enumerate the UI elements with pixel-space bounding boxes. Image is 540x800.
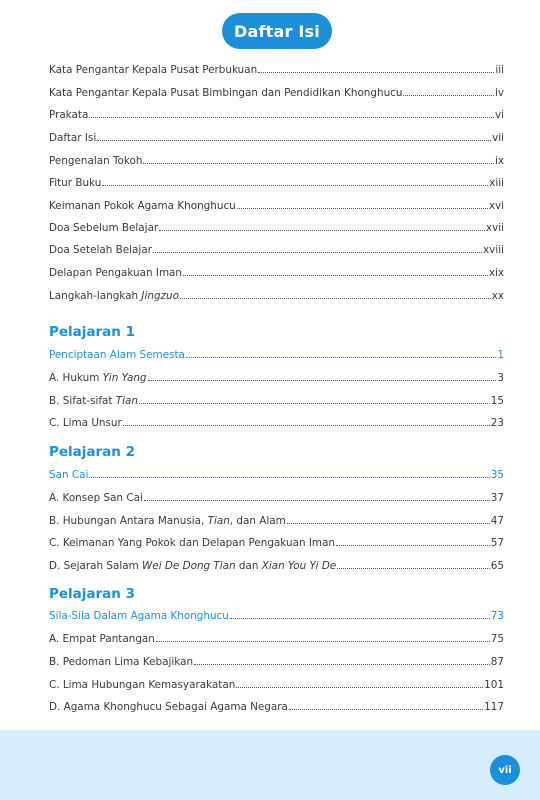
leader-dots — [139, 392, 490, 404]
leader-dots — [153, 241, 482, 253]
leader-dots — [237, 197, 488, 209]
toc-entry[interactable] — [49, 676, 504, 694]
toc-entry-page: vii — [492, 132, 504, 144]
leader-dots — [89, 466, 489, 478]
toc-entry[interactable] — [49, 369, 504, 387]
toc-entry-title: Penciptaan Alam Semesta — [49, 349, 185, 361]
toc-chapter-entry[interactable] — [49, 466, 504, 484]
toc-entry-title: Kata Pengantar Kepala Pusat Bimbingan dan Pendidikan Khonghucu — [49, 87, 403, 99]
toc-entry-page: ix — [494, 155, 504, 167]
leader-dots — [289, 698, 483, 710]
lesson-heading: Pelajaran 1 — [49, 324, 135, 340]
toc-entry-page: 57 — [490, 537, 504, 549]
toc-entry-title: A. Empat Pantangan — [49, 633, 155, 645]
toc-entry-page: 47 — [490, 515, 504, 527]
toc-entry-page: xvi — [488, 200, 504, 212]
toc-entry-title: San Cai — [49, 469, 89, 481]
toc-entry[interactable] — [49, 219, 504, 237]
toc-entry-page: xvii — [485, 222, 504, 234]
toc-entry-page: 1 — [497, 349, 504, 361]
leader-dots — [337, 557, 490, 569]
toc-chapter-entry[interactable] — [49, 346, 504, 364]
toc-entry[interactable] — [49, 414, 504, 432]
toc-entry-title: C. Lima Hubungan Kemasyarakatan — [49, 679, 236, 691]
toc-entry-page: xx — [491, 290, 504, 302]
toc-entry-title: Doa Setelah Belajar — [49, 244, 152, 256]
toc-entry-page: xviii — [483, 244, 504, 256]
leader-dots — [156, 630, 490, 642]
toc-entry[interactable] — [49, 392, 504, 410]
page-title: Daftar Isi — [222, 13, 332, 49]
toc-entry[interactable] — [49, 152, 504, 170]
toc-entry-page: 37 — [490, 492, 504, 504]
leader-dots — [336, 534, 490, 546]
toc-entry[interactable] — [49, 653, 504, 671]
toc-entry-page: 35 — [490, 469, 504, 481]
toc-entry-page: xix — [488, 267, 504, 279]
toc-entry-page: 101 — [484, 679, 504, 691]
leader-dots — [148, 369, 497, 381]
toc-entry[interactable] — [49, 698, 504, 716]
leader-dots — [236, 676, 483, 688]
leader-dots — [230, 607, 490, 619]
toc-entry-title: Delapan Pengakuan Iman — [49, 267, 183, 279]
toc-entry-title: Daftar Isi — [49, 132, 97, 144]
toc-entry-title: B. Pedoman Lima Kebajikan — [49, 656, 194, 668]
leader-dots — [186, 346, 496, 358]
leader-dots — [258, 61, 494, 73]
toc-chapter-entry[interactable] — [49, 607, 504, 625]
leader-dots — [183, 264, 488, 276]
toc-entry-page: iv — [494, 87, 504, 99]
toc-entry[interactable] — [49, 287, 504, 305]
leader-dots — [403, 84, 493, 96]
toc-entry-title: Kata Pengantar Kepala Pusat Perbukuan — [49, 64, 258, 76]
toc-entry-title: Doa Sebelum Belajar — [49, 222, 159, 234]
leader-dots — [159, 219, 485, 231]
toc-entry-page: 65 — [490, 560, 504, 572]
leader-dots — [97, 129, 491, 141]
toc-entry-title: Fitur Buku — [49, 177, 102, 189]
leader-dots — [123, 414, 490, 426]
toc-entry-page: 117 — [484, 701, 504, 713]
toc-entry-title: C. Keimanan Yang Pokok dan Delapan Pengakuan Iman — [49, 537, 335, 549]
lesson-heading: Pelajaran 3 — [49, 586, 135, 602]
toc-entry-title: B. Sifat-sifat Tian — [49, 395, 138, 407]
toc-entry-title: C. Lima Unsur — [49, 417, 122, 429]
toc-entry-title: D. Agama Khonghucu Sebagai Agama Negara — [49, 701, 288, 713]
toc-entry[interactable] — [49, 197, 504, 215]
toc-entry[interactable] — [49, 557, 504, 575]
toc-entry-title: Prakata — [49, 109, 89, 121]
leader-dots — [287, 512, 490, 524]
toc-entry-page: 75 — [490, 633, 504, 645]
toc-entry-title: Pengenalan Tokoh — [49, 155, 143, 167]
toc-entry-title: Keimanan Pokok Agama Khonghucu — [49, 200, 236, 212]
toc-entry[interactable] — [49, 129, 504, 147]
toc-entry-title: Sila-Sila Dalam Agama Khonghucu — [49, 610, 229, 622]
toc-entry-title: A. Hukum Yin Yang — [49, 372, 147, 384]
page-number-badge: vii — [490, 755, 520, 785]
toc-entry[interactable] — [49, 489, 504, 507]
leader-dots — [102, 174, 488, 186]
toc-entry[interactable] — [49, 630, 504, 648]
toc-entry[interactable] — [49, 241, 504, 259]
toc-entry-title: A. Konsep San Cai — [49, 492, 143, 504]
toc-entry-page: 15 — [490, 395, 504, 407]
toc-entry[interactable] — [49, 534, 504, 552]
toc-entry[interactable] — [49, 106, 504, 124]
leader-dots — [144, 489, 490, 501]
toc-entry-page: vi — [494, 109, 504, 121]
toc-entry[interactable] — [49, 174, 504, 192]
leader-dots — [89, 106, 494, 118]
toc-entry-page: 3 — [497, 372, 504, 384]
leader-dots — [194, 653, 490, 665]
toc-entry-page: 23 — [490, 417, 504, 429]
toc-entry[interactable] — [49, 264, 504, 282]
toc-entry-page: xiii — [489, 177, 504, 189]
toc-entry-page: 87 — [490, 656, 504, 668]
leader-dots — [180, 287, 491, 299]
leader-dots — [143, 152, 493, 164]
toc-entry-page: 73 — [490, 610, 504, 622]
lesson-heading: Pelajaran 2 — [49, 444, 135, 460]
toc-entry[interactable] — [49, 512, 504, 530]
toc-entry[interactable] — [49, 61, 504, 79]
toc-entry-title: Langkah-langkah Jingzuo — [49, 290, 179, 302]
toc-entry-page: iii — [495, 64, 504, 76]
toc-entry-title: D. Sejarah Salam Wei De Dong Tian dan Xian You Yi De — [49, 560, 337, 572]
toc-entry[interactable] — [49, 84, 504, 102]
footer-band — [0, 730, 540, 800]
toc-entry-title: B. Hubungan Antara Manusia, Tian, dan Alam — [49, 515, 286, 527]
